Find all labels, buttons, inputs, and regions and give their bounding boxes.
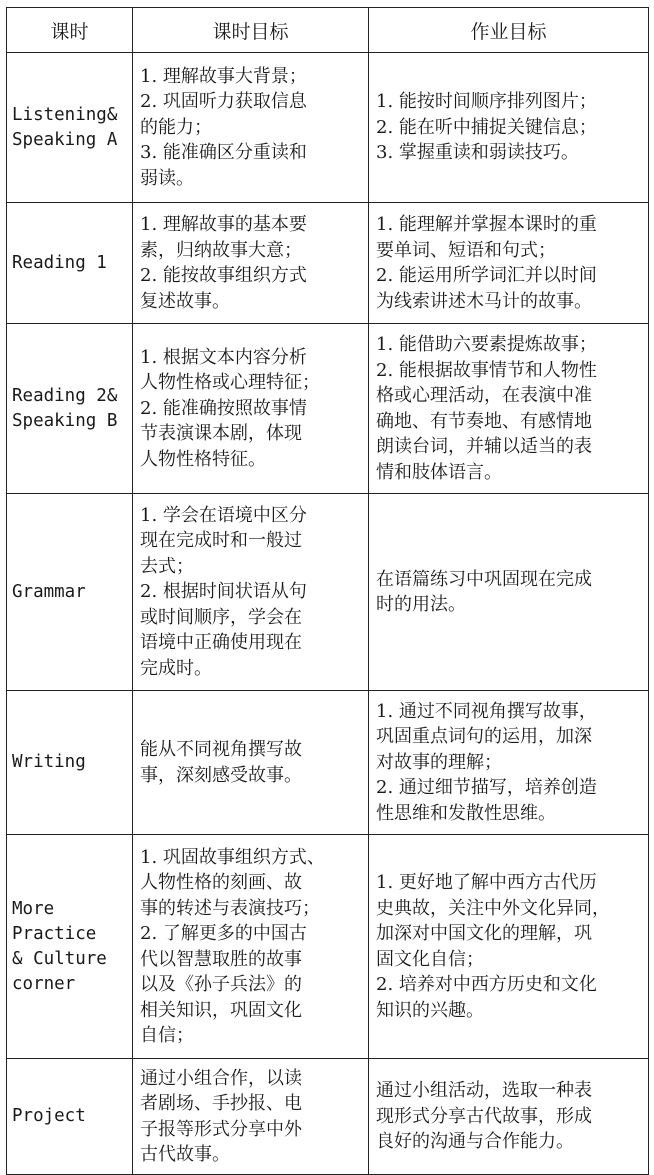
lesson-cell [7, 324, 133, 494]
goal-line: 相关知识，巩固文化 [140, 999, 302, 1021]
lesson-cell [7, 835, 133, 1059]
goal-line: 节表演课本剧，体现 [140, 423, 302, 445]
homework-line: 巩固重点词句的运用，加深 [376, 726, 592, 748]
homework-goal-cell [369, 1059, 649, 1175]
lesson-line: & Culture [12, 948, 107, 969]
lesson-goals-table [6, 7, 649, 1175]
goal-line: 1. 理解故事大背景； [140, 65, 307, 87]
goal-line: 或时间顺序，学会在 [140, 606, 302, 628]
header-homework-goal: 作业目标 [369, 8, 649, 53]
homework-line: 固文化自信； [376, 948, 484, 970]
goal-line: 1. 学会在语境中区分 [140, 504, 307, 526]
lesson-line: Reading 1 [12, 252, 107, 273]
goal-line: 代以智慧取胜的故事 [140, 948, 302, 970]
header-lesson-goal: 课时目标 [133, 8, 369, 53]
goal-line: 去式； [140, 555, 194, 577]
goal-line: 1. 理解故事的基本要 [140, 214, 307, 235]
homework-line: 加深对中国文化的理解，巩 [376, 923, 592, 944]
goal-line: 人物性格或心理特征； [140, 372, 320, 394]
homework-line: 现形式分享古代故事，形成 [376, 1105, 592, 1127]
lesson-goal-cell [133, 835, 369, 1059]
homework-line: 1. 能按时间顺序排列图片； [376, 91, 597, 113]
lesson-line: Speaking B [12, 410, 118, 431]
homework-line: 史典故，关注中外文化异同， [376, 897, 610, 919]
goal-line: 者剧场、手抄报、电 [140, 1093, 302, 1114]
goal-line: 完成时。 [140, 657, 212, 679]
homework-line: 2. 培养对中西方历史和文化 [376, 974, 597, 995]
homework-goal-cell [369, 324, 649, 494]
homework-line: 知识的兴趣。 [376, 999, 484, 1021]
goal-line: 语境中正确使用现在 [140, 632, 302, 654]
homework-line: 对故事的理解； [376, 751, 502, 773]
homework-goal-cell [369, 53, 649, 203]
lesson-line: Practice [12, 923, 97, 944]
lesson-goal-cell [133, 691, 369, 835]
lesson-cell [7, 691, 133, 835]
table-row [7, 691, 649, 835]
goal-line: 事的转述与表演技巧； [140, 897, 320, 919]
lesson-line: corner [12, 973, 76, 994]
goal-line: 2. 了解更多的中国古 [140, 923, 307, 944]
homework-goal-cell [369, 494, 649, 691]
lesson-goal-cell [133, 1059, 369, 1175]
lesson-line: Speaking A [12, 129, 118, 150]
goal-line: 弱读。 [140, 167, 194, 189]
goal-line: 1. 巩固故事组织方式、 [140, 846, 325, 868]
goal-line: 古代故事。 [140, 1144, 230, 1165]
goal-line: 2. 能准确按照故事情 [140, 397, 307, 419]
homework-line: 格或心理活动，在表演中准 [376, 385, 592, 406]
table-row [7, 835, 649, 1059]
homework-line: 确地、有节奏地、有感情地 [376, 410, 592, 432]
goal-line: 3. 能准确区分重读和 [140, 142, 307, 164]
lesson-goal-cell [133, 53, 369, 203]
lesson-cell [7, 494, 133, 691]
homework-line: 2. 通过细节描写，培养创造 [376, 777, 597, 799]
homework-line: 情和肢体语言。 [376, 461, 502, 483]
homework-line: 通过小组活动，选取一种表 [376, 1080, 592, 1102]
lesson-line: Writing [12, 752, 86, 772]
table-row [7, 494, 649, 691]
goal-line: 人物性格特征。 [140, 448, 266, 470]
goal-line: 素，归纳故事大意； [140, 239, 302, 261]
homework-line: 时的用法。 [376, 594, 466, 615]
goal-line: 以及《孙子兵法》的 [140, 974, 302, 995]
lesson-goals-sheet [6, 7, 648, 1171]
header-lesson: 课时 [7, 8, 133, 53]
goal-line: 通过小组合作，以读 [140, 1067, 302, 1089]
homework-line: 1. 能借助六要素提炼故事； [376, 334, 597, 355]
homework-line: 在语篇练习中巩固现在完成 [376, 568, 592, 590]
lesson-line: Project [12, 1106, 86, 1126]
homework-line: 2. 能根据故事情节和人物性 [376, 359, 597, 381]
homework-goal-cell [369, 691, 649, 835]
table-row [7, 324, 649, 494]
table-row [7, 1059, 649, 1175]
goal-line: 事，深刻感受故事。 [140, 764, 302, 786]
goal-line: 现在完成时和一般过 [140, 530, 302, 552]
lesson-line: Listening& [12, 104, 118, 125]
lesson-goal-cell [133, 324, 369, 494]
homework-line: 2. 能在听中捕捉关键信息； [376, 116, 597, 138]
lesson-goal-cell [133, 494, 369, 691]
lesson-line: Grammar [12, 581, 86, 602]
table-row [7, 203, 649, 324]
goal-line: 2. 根据时间状语从句 [140, 581, 307, 603]
table-row [7, 53, 649, 203]
goal-line: 2. 能按故事组织方式 [140, 265, 307, 286]
header-row [7, 8, 649, 53]
lesson-cell [7, 1059, 133, 1175]
goal-line: 的能力； [140, 116, 212, 138]
lesson-line: Reading 2& [12, 385, 118, 406]
homework-goal-cell [369, 203, 649, 324]
goal-line: 能从不同视角撰写故 [140, 739, 302, 760]
goal-line: 2. 巩固听力获取信息 [140, 91, 307, 113]
homework-line: 1. 更好地了解中西方古代历 [376, 872, 597, 893]
goal-line: 复述故事。 [140, 290, 230, 312]
homework-line: 要单词、短语和句式； [376, 239, 556, 261]
homework-line: 为线索讲述木马计的故事。 [376, 290, 592, 312]
homework-line: 性思维和发散性思维。 [376, 802, 556, 824]
homework-line: 1. 能理解并掌握本课时的重 [376, 214, 597, 235]
goal-line: 子报等形式分享中外 [140, 1118, 302, 1140]
lesson-line: More [12, 898, 55, 919]
homework-line: 3. 掌握重读和弱读技巧。 [376, 142, 579, 164]
goal-line: 1. 根据文本内容分析 [140, 346, 307, 368]
homework-line: 2. 能运用所学词汇并以时间 [376, 265, 597, 286]
homework-line: 朗读台词，并辅以适当的表 [376, 436, 592, 457]
lesson-cell [7, 53, 133, 203]
goal-line: 人物性格的刻画、故 [140, 872, 302, 893]
lesson-cell [7, 203, 133, 324]
lesson-goal-cell [133, 203, 369, 324]
homework-line: 1. 通过不同视角撰写故事， [376, 700, 597, 722]
goal-line: 自信； [140, 1025, 194, 1046]
homework-line: 良好的沟通与合作能力。 [376, 1131, 574, 1153]
homework-goal-cell [369, 835, 649, 1059]
